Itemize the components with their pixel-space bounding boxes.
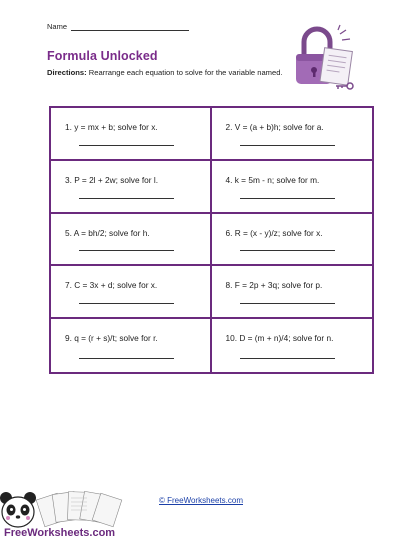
problem-9-text: 9. q = (r + s)/t; solve for r. (65, 333, 158, 344)
name-label: Name (47, 22, 68, 31)
answer-line-2[interactable] (240, 145, 335, 146)
worksheet-title: Formula Unlocked (47, 49, 158, 63)
problem-grid (49, 106, 374, 374)
problem-cell-9 (51, 319, 212, 372)
problem-cell-6 (212, 214, 373, 267)
problem-4-text: 4. k = 5m - n; solve for m. (225, 174, 320, 185)
directions-text: Rearrange each equation to solve for the variable named. (86, 68, 283, 77)
problem-cell-8 (212, 266, 373, 319)
answer-line-10[interactable] (240, 358, 335, 359)
answer-line-5[interactable] (79, 250, 174, 251)
directions (47, 68, 287, 78)
problem-cell-10 (212, 319, 373, 372)
problem-1-text: 1. y = mx + b; solve for x. (65, 122, 158, 132)
directions-label: Directions: (47, 68, 87, 77)
problem-cell-3 (51, 161, 212, 214)
problem-8-text: 8. F = 2p + 3q; solve for p. (225, 280, 323, 291)
problem-6-text: 6. R = (x - y)/z; solve for x. (225, 227, 323, 238)
problem-cell-2 (212, 108, 373, 161)
problem-10-text: 10. D = (m + n)/4; solve for n. (225, 333, 334, 344)
padlock-icon (290, 22, 360, 94)
problem-7-text: 7. C = 3x + d; solve for x. (65, 280, 158, 291)
problem-2-text: 2. V = (a + b)h; solve for a. (225, 122, 324, 132)
answer-line-1[interactable] (79, 145, 174, 146)
answer-line-8[interactable] (240, 303, 335, 304)
answer-line-3[interactable] (79, 198, 174, 199)
problem-cell-4 (212, 161, 373, 214)
problem-cell-5 (51, 214, 212, 267)
problem-cell-7 (51, 266, 212, 319)
name-line[interactable] (71, 23, 189, 31)
answer-line-7[interactable] (79, 303, 174, 304)
problem-cell-1 (51, 108, 212, 161)
problem-5-text: 5. A = bh/2; solve for h. (65, 227, 150, 238)
logo-text: FreeWorksheets.com (4, 527, 116, 539)
problem-3-text: 3. P = 2l + 2w; solve for l. (65, 174, 159, 185)
answer-line-6[interactable] (240, 250, 335, 251)
name-field (47, 22, 189, 31)
footer-link[interactable]: © FreeWorksheets.com (159, 496, 243, 505)
answer-line-4[interactable] (240, 198, 335, 199)
answer-line-9[interactable] (79, 358, 174, 359)
freeworksheets-logo (0, 488, 140, 539)
